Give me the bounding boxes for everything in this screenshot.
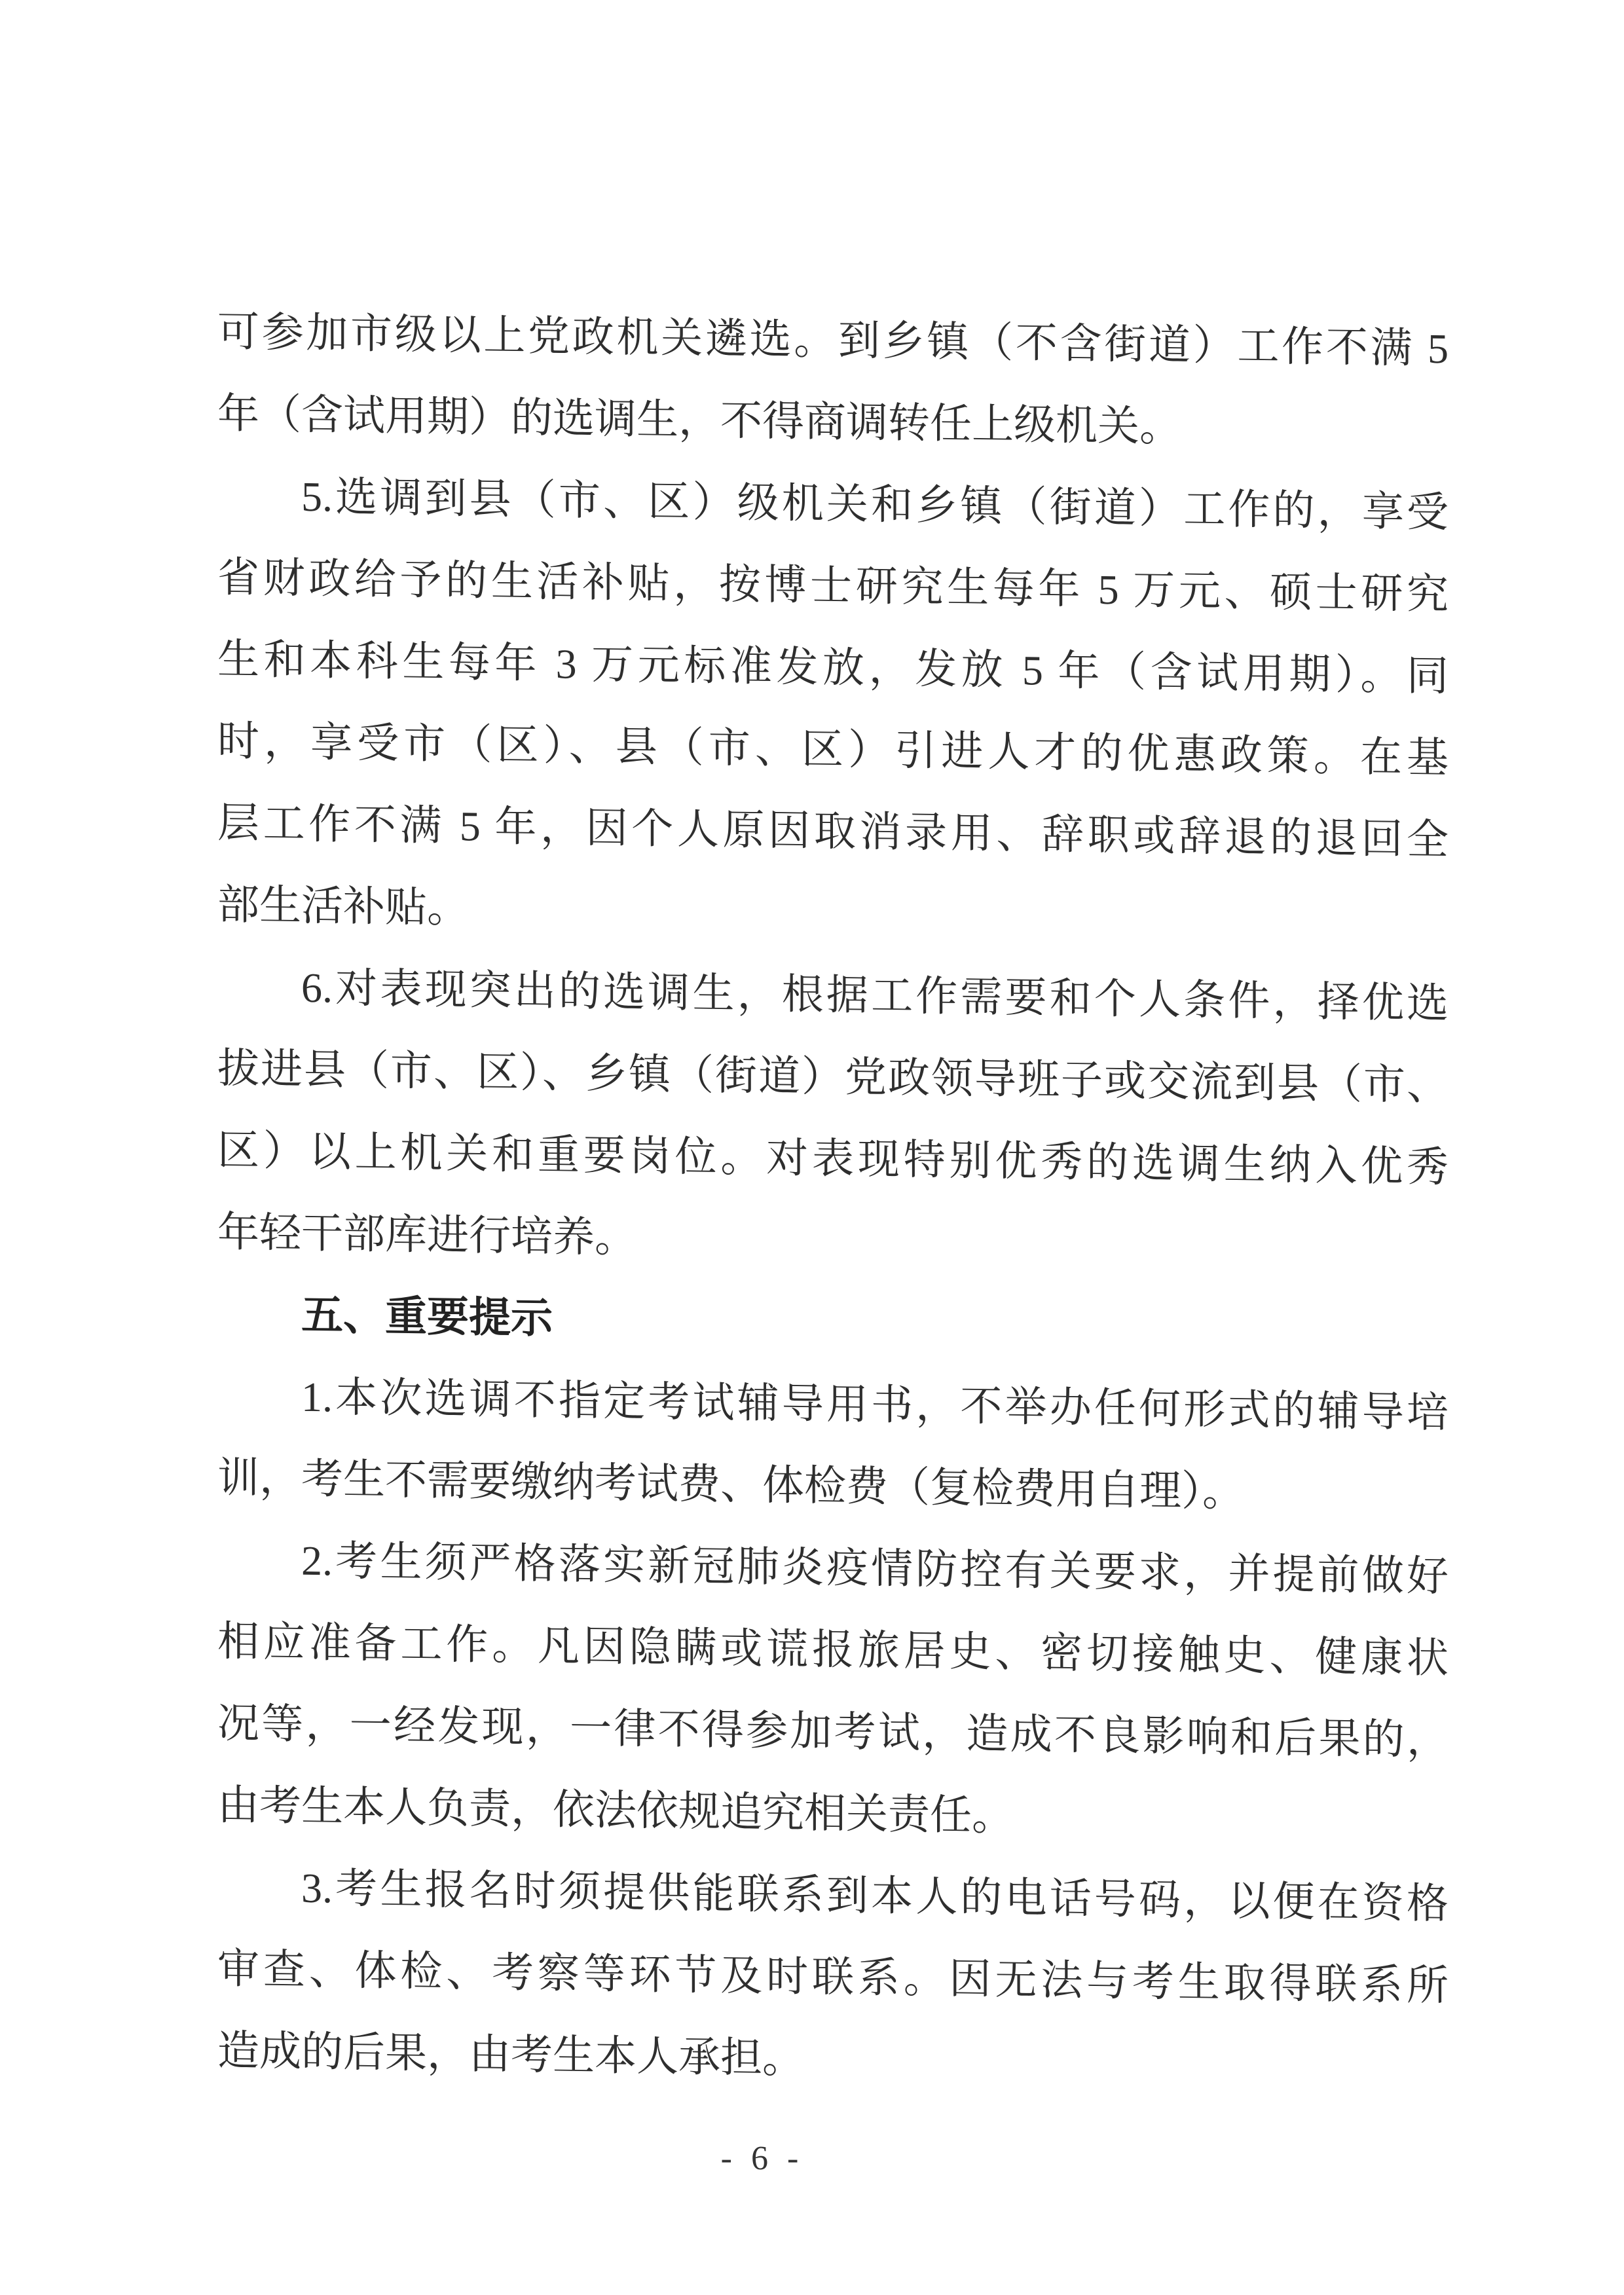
text-line: 可参加市级以上党政机关遴选。到乡镇（不含街道）工作不满 5: [217, 308, 1449, 373]
text-line: 3.考生报名时须提供能联系到本人的电话号码，以便在资格: [301, 1864, 1449, 1928]
text-line: 年轻干部库进行培养。: [217, 1209, 637, 1261]
text-line: 1.本次选调不指定考试辅导用书，不举办任何形式的辅导培: [301, 1373, 1449, 1437]
section-heading: 五、重要提示: [301, 1291, 553, 1342]
text-line: 5.选调到县（市、区）级机关和乡镇（街道）工作的，享受: [301, 473, 1449, 536]
text-line: 造成的后果，由考生本人承担。: [217, 2027, 804, 2082]
page-number: - 6 -: [720, 2140, 799, 2177]
text-line: 2.考生须严格落实新冠肺炎疫情防控有关要求，并提前做好: [301, 1537, 1449, 1600]
text-line: 6.对表现突出的选调生，根据工作需要和个人条件，择优选: [301, 964, 1449, 1027]
text-line: 省财政给予的生活补贴，按博士研究生每年 5 万元、硕士研究: [217, 554, 1449, 618]
text-line: 由考生本人负责，依法依规追究相关责任。: [217, 1782, 1014, 1839]
text-line: 部生活补贴。: [217, 881, 469, 932]
text-line: 训，考生不需要缴纳考试费、体检费（复检费用自理）。: [217, 1454, 1244, 1515]
text-line: 年（含试用期）的选调生，不得商调转任上级机关。: [217, 390, 1181, 450]
text-content: [217, 291, 1449, 2108]
text-line: 区）以上机关和重要岗位。对表现特别优秀的选调生纳入优秀: [217, 1127, 1449, 1191]
text-line: 况等，一经发现，一律不得参加考试，造成不良影响和后果的，: [217, 1700, 1449, 1764]
text-line: 时，享受市（区）、县（市、区）引进人才的优惠政策。在基: [217, 718, 1449, 782]
text-line: 相应准备工作。凡因隐瞒或谎报旅居史、密切接触史、健康状: [217, 1618, 1449, 1682]
text-line: 拔进县（市、区）、乡镇（街道）党政领导班子或交流到县（市、: [217, 1045, 1449, 1109]
text-line: 审查、体检、考察等环节及时联系。因无法与考生取得联系所: [217, 1945, 1449, 2010]
text-line: 生和本科生每年 3 万元标准发放，发放 5 年（含试用期）。同: [217, 636, 1449, 700]
text-line: 层工作不满 5 年，因个人原因取消录用、辞职或辞退的退回全: [217, 799, 1449, 864]
